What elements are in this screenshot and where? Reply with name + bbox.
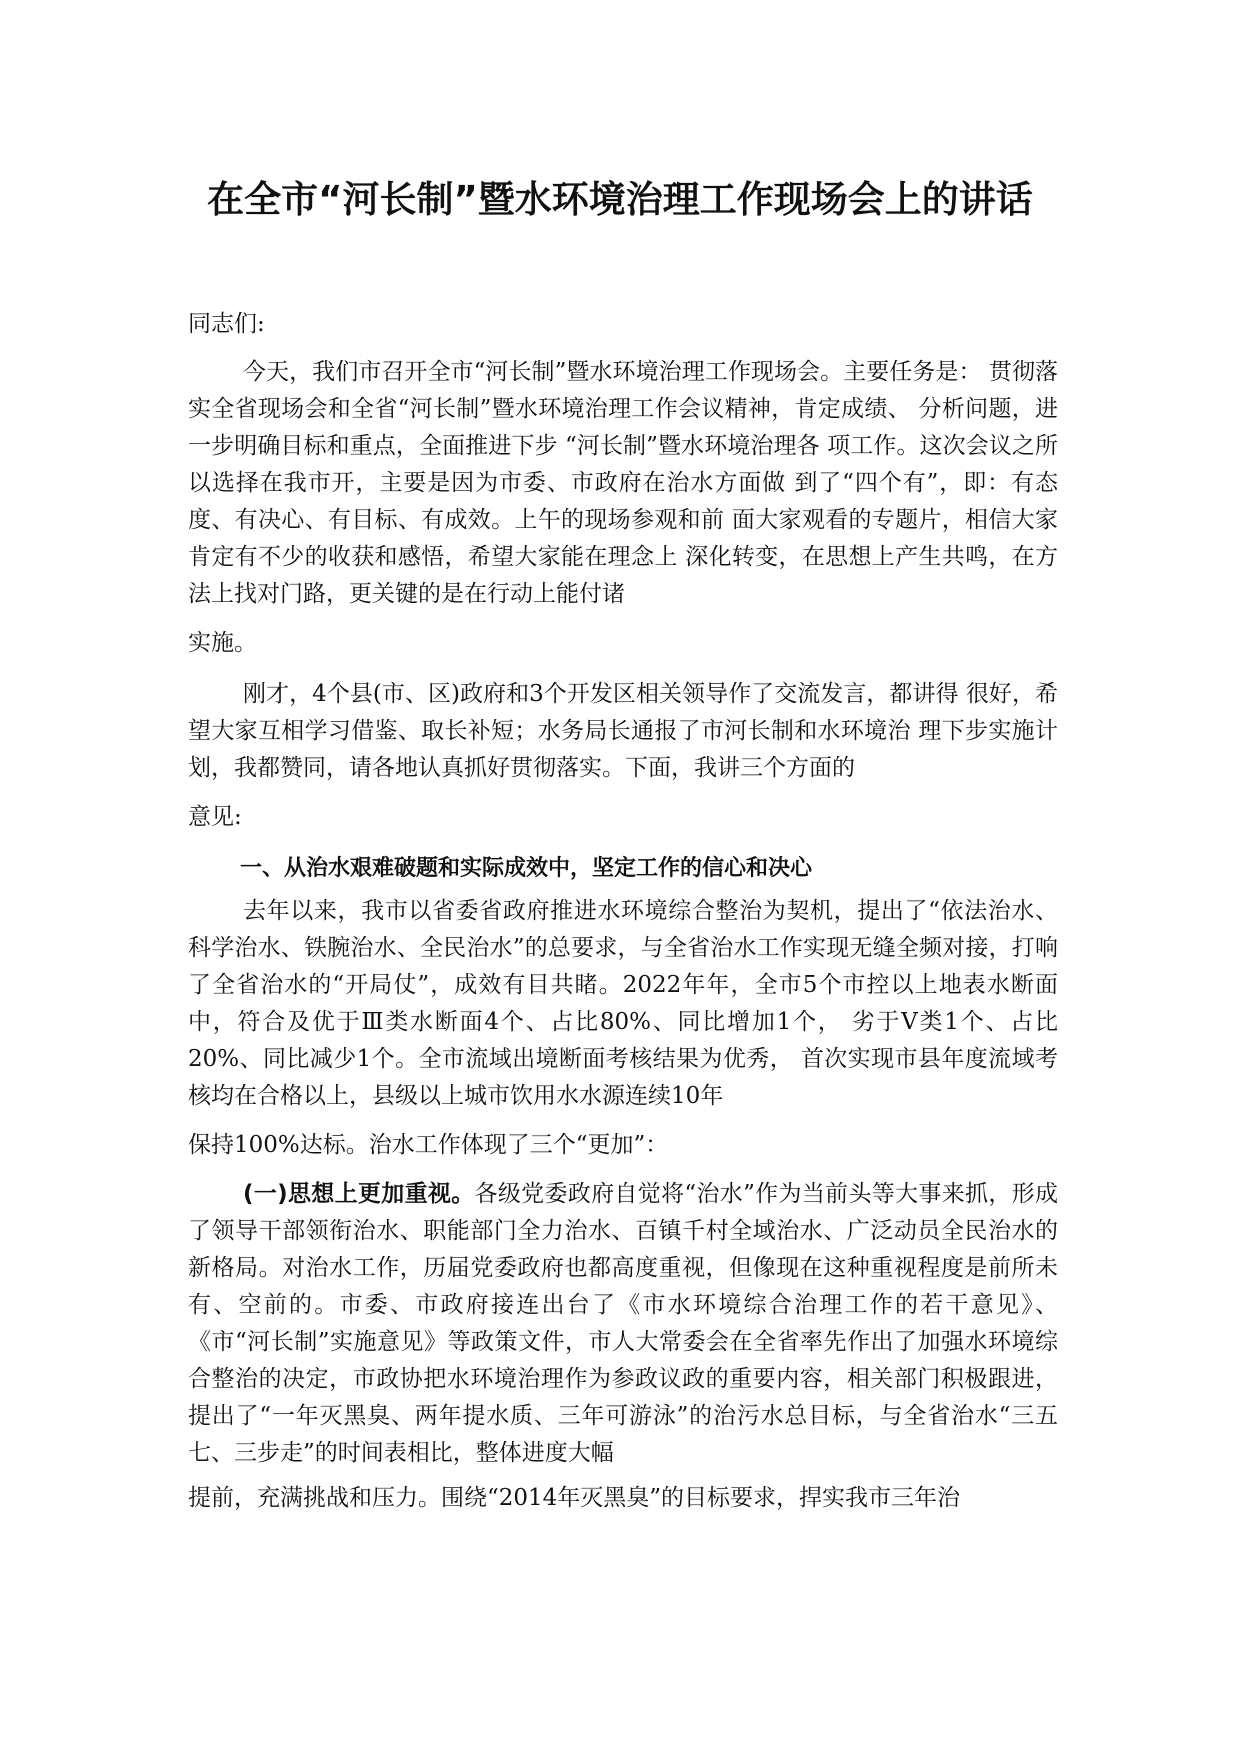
paragraph-5: 提前，充满挑战和压力。围绕“2014年灭黑臭”的目标要求，捍实我市三年治 <box>188 1485 961 1511</box>
subsection-heading-1: (一)思想上更加重视。 <box>243 1181 475 1207</box>
paragraph-3-continuation: 保持100%达标。治水工作体现了三个“更加”： <box>188 1132 669 1158</box>
paragraph-2-continuation: 意见: <box>188 804 242 830</box>
paragraph-2: 刚才，4个县(市、区)政府和3个开发区相关领导作了交流发言，都讲得 很好，希望大家互相学习借鉴、取长补短；水务局长通报了市河长制和水环境治 理下步实施计划，我都赞同，请各地认真抓好贯彻落实。下面，我讲三个方面的 <box>188 681 1058 781</box>
document-title: 在全市“河长制”暨水环境治理工作现场会上的讲话 <box>207 178 1033 221</box>
paragraph-1-continuation: 实施。 <box>188 630 257 656</box>
salutation: 同志们: <box>188 311 265 337</box>
document-body <box>188 306 1058 1517</box>
paragraph-4 <box>188 1176 1058 1472</box>
paragraph-1: 今天，我们市召开全市“河长制”暨水环境治理工作现场会。主要任务是： 贯彻落实全省现场会和全省“河长制”暨水环境治理工作会议精神，肯定成绩、 分析问题，进一步明确目标和重点，全面推进下步 “河长制”暨水环境治理各 项工作。这次会议之所以选择在我市开，主要是因为市委、市政府在治水方面做 到了“四个有”，即：有态度、有决心、有目标、有成效。上午的现场参观和前 面大家观看的专题片，相信大家肯定有不少的收获和感悟，希望大家能在理念上 深化转变，在思想上产生共鸣，在方法上找对门路，更关键的是在行动上能付诸 <box>188 359 1058 607</box>
section-heading-1: 一、从治水艰难破题和实际成效中，坚定工作的信心和决心 <box>240 856 813 881</box>
paragraph-4-text: 各级党委政府自觉将“治水”作为当前头等大事来抓，形成了领导干部领衔治水、职能部门全力治水、百镇千村全域治水、广泛动员全民治水的新格局。对治水工作，历届党委政府也都高度重视，但像现在这种重视程度是前所未有、空前的。市委、市政府接连出台了《市水环境综合治理工作的若干意见》、 《市“河长制”实施意见》等政策文件，市人大常委会在全省率先作出了加强水环境综合整治的决定，市政协把水环境治理作为参政议政的重要内容，相关部门积极跟进，提出了“一年灭黑臭、两年提水质、三年可游泳”的治污水总目标，与全省治水“三五七、三步走”的时间表相比，整体进度大幅 <box>188 1181 1058 1466</box>
paragraph-3: 去年以来，我市以省委省政府推进水环境综合整治为契机，提出了“依法治水、科学治水、铁腕治水、全民治水”的总要求，与全省治水工作实现无缝全频对接，打响了全省治水的“开局仗”，成效有目共睹。2022年年，全市5个市控以上地表水断面中，符合及优于Ⅲ类水断面4个、占比80%、同比增加1个， 劣于Ⅴ类1个、占比20%、同比减少1个。全市流域出境断面考核结果为优秀， 首次实现市县年度流域考核均在合格以上，县级以上城市饮用水水源连续10年 <box>188 898 1058 1109</box>
